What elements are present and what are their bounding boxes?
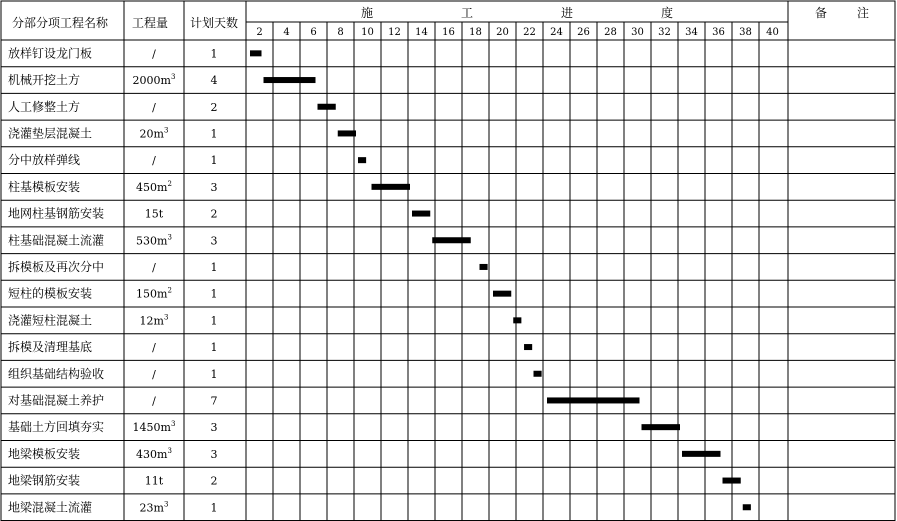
day-tick-label: 32 (658, 27, 671, 38)
task-name: 柱基础混凝土流灌 (8, 233, 105, 248)
task-quantity-value: 20m (139, 127, 164, 141)
task-quantity (145, 475, 164, 488)
task-quantity (136, 447, 172, 461)
task-name: 人工修整土方 (8, 99, 81, 114)
task-name: 组织基础结构验收 (8, 366, 105, 381)
task-quantity (152, 368, 156, 381)
task-quantity-value: / (152, 367, 156, 381)
gantt-bar (682, 451, 721, 457)
header-progress-3: 进 (560, 6, 574, 20)
table-row (8, 125, 356, 140)
task-planned-days: 1 (210, 341, 218, 355)
task-quantity-value: 11t (144, 474, 164, 488)
task-quantity-value: 450m (136, 180, 168, 194)
task-quantity-unit-exponent: 3 (170, 73, 176, 82)
gantt-bar (547, 397, 640, 403)
task-quantity (136, 180, 172, 194)
day-tick-label: 22 (523, 27, 536, 38)
gantt-bar (723, 478, 741, 484)
table-row (8, 259, 488, 274)
gantt-bar (493, 291, 511, 297)
day-tick-label: 14 (415, 27, 428, 38)
table-row (8, 392, 640, 407)
table-row (8, 499, 751, 514)
day-tick-label: 30 (631, 27, 644, 38)
task-quantity-unit-exponent: 3 (163, 500, 169, 509)
task-planned-days: 2 (210, 474, 218, 488)
task-quantity-value: 430m (136, 447, 168, 461)
gantt-bar (358, 157, 366, 163)
header-quantity: 工程量 (131, 16, 169, 30)
task-quantity (140, 500, 169, 514)
task-quantity (152, 154, 156, 167)
table-row (8, 72, 316, 87)
task-planned-days: 1 (210, 367, 218, 381)
task-quantity (136, 233, 172, 247)
gantt-bar (372, 184, 411, 190)
task-name: 地梁模板安装 (8, 446, 81, 461)
task-quantity-value: / (152, 341, 156, 355)
table-row (8, 446, 721, 461)
task-quantity-value: 150m (136, 287, 168, 301)
table-row (8, 339, 532, 354)
task-planned-days: 3 (210, 234, 218, 248)
task-quantity-value: 12m (139, 314, 164, 328)
day-tick-label: 16 (442, 27, 455, 38)
task-planned-days: 1 (210, 154, 218, 168)
task-quantity-unit-exponent: 3 (163, 126, 169, 135)
task-quantity (152, 341, 156, 354)
task-planned-days: 2 (210, 100, 218, 114)
table-row (8, 99, 336, 114)
task-planned-days: 2 (210, 207, 218, 221)
task-quantity (152, 101, 156, 114)
table-row (8, 232, 471, 247)
task-quantity (136, 287, 172, 301)
day-tick-label: 4 (283, 27, 290, 38)
day-tick-label: 2 (256, 27, 263, 38)
header-remarks-2: 注 (856, 6, 870, 20)
gantt-bar (743, 504, 751, 510)
table-row (8, 179, 410, 194)
header-days: 计划天数 (189, 16, 239, 30)
task-name: 拆模板及再次分中 (8, 259, 105, 274)
task-quantity-value: 530m (136, 234, 168, 248)
gantt-bar (412, 211, 430, 217)
gantt-bar (534, 371, 542, 377)
task-quantity-unit-exponent: 3 (167, 233, 172, 242)
day-tick-label: 8 (337, 27, 344, 38)
task-planned-days: 3 (210, 180, 218, 194)
task-planned-days: 1 (210, 47, 218, 61)
header-progress-1: 施 (360, 6, 374, 20)
gantt-bar (318, 104, 336, 110)
task-quantity-value: / (152, 260, 156, 274)
day-tick-label: 36 (712, 27, 725, 38)
table-row (8, 152, 366, 167)
task-name: 浇灌短柱混凝土 (8, 313, 93, 328)
day-tick-label: 38 (739, 27, 752, 38)
gantt-bar (480, 264, 488, 270)
day-tick-label: 24 (550, 27, 563, 38)
task-name: 地梁混凝土流灌 (8, 500, 93, 515)
day-tick-label: 34 (685, 27, 698, 38)
task-planned-days: 3 (210, 447, 218, 461)
task-quantity (133, 420, 176, 434)
task-quantity-value: / (152, 394, 156, 408)
task-planned-days: 1 (210, 287, 218, 301)
table-row (8, 206, 430, 221)
gantt-bar (264, 77, 316, 83)
task-quantity (152, 47, 156, 60)
day-tick-label: 10 (361, 27, 374, 38)
task-quantity-unit-exponent: 2 (167, 286, 172, 295)
task-quantity (140, 126, 169, 140)
table-row (8, 286, 511, 301)
task-planned-days: 1 (210, 314, 218, 328)
task-quantity-unit-exponent: 2 (167, 179, 172, 188)
task-name: 机械开挖土方 (8, 73, 81, 88)
table-row (8, 473, 741, 488)
day-tick-label: 20 (496, 27, 509, 38)
task-planned-days: 3 (210, 421, 218, 435)
task-name: 放样钉设龙门板 (8, 46, 93, 61)
task-name: 柱基模板安装 (8, 179, 81, 194)
task-quantity-value: 2000m (132, 74, 171, 88)
task-name: 对基础混凝土养护 (8, 393, 105, 408)
header-progress-4: 度 (660, 6, 674, 20)
day-tick-label: 28 (604, 27, 617, 38)
task-quantity-value: 15t (144, 207, 164, 221)
task-quantity-value: / (152, 100, 156, 114)
header-name: 分部分项工程名称 (11, 16, 109, 30)
task-quantity-unit-exponent: 3 (167, 446, 172, 455)
gantt-bar (338, 130, 356, 136)
task-quantity (140, 313, 169, 327)
task-quantity (145, 208, 164, 221)
task-planned-days: 1 (210, 127, 218, 141)
table-row (8, 419, 680, 434)
task-name: 地梁钢筋安装 (8, 473, 81, 488)
task-planned-days: 4 (210, 74, 218, 88)
task-quantity-value: 1450m (132, 421, 171, 435)
task-quantity (133, 73, 176, 87)
gantt-bar (513, 317, 521, 323)
task-quantity-unit-exponent: 3 (163, 313, 169, 322)
task-name: 地网柱基钢筋安装 (8, 206, 105, 221)
task-planned-days: 1 (210, 501, 218, 515)
day-ticks (256, 27, 779, 38)
day-tick-label: 26 (577, 27, 590, 38)
table-row (8, 312, 521, 327)
task-quantity-value: / (152, 47, 156, 61)
table-row (8, 45, 262, 60)
gantt-bar (524, 344, 532, 350)
task-name: 拆模及清理基底 (8, 340, 93, 355)
task-quantity-value: 23m (139, 501, 164, 515)
gantt-bar (432, 237, 471, 243)
task-quantity-unit-exponent: 3 (170, 420, 176, 429)
header-remarks-1: 备 (814, 6, 828, 20)
task-name: 基础土方回填夯实 (8, 420, 105, 435)
task-quantity-value: / (152, 154, 156, 168)
task-quantity (152, 394, 156, 407)
task-planned-days: 1 (210, 260, 218, 274)
header-progress-2: 工 (460, 6, 474, 20)
task-planned-days: 7 (210, 394, 218, 408)
gantt-bar (642, 424, 681, 430)
task-name: 短柱的模板安装 (8, 286, 93, 301)
task-quantity (152, 261, 156, 274)
day-tick-label: 12 (388, 27, 401, 38)
gantt-bar (250, 50, 262, 56)
day-tick-label: 40 (766, 27, 779, 38)
day-tick-label: 18 (469, 27, 482, 38)
task-name: 分中放样弹线 (8, 153, 81, 168)
task-name: 浇灌垫层混凝土 (8, 126, 93, 141)
day-tick-label: 6 (310, 27, 317, 38)
